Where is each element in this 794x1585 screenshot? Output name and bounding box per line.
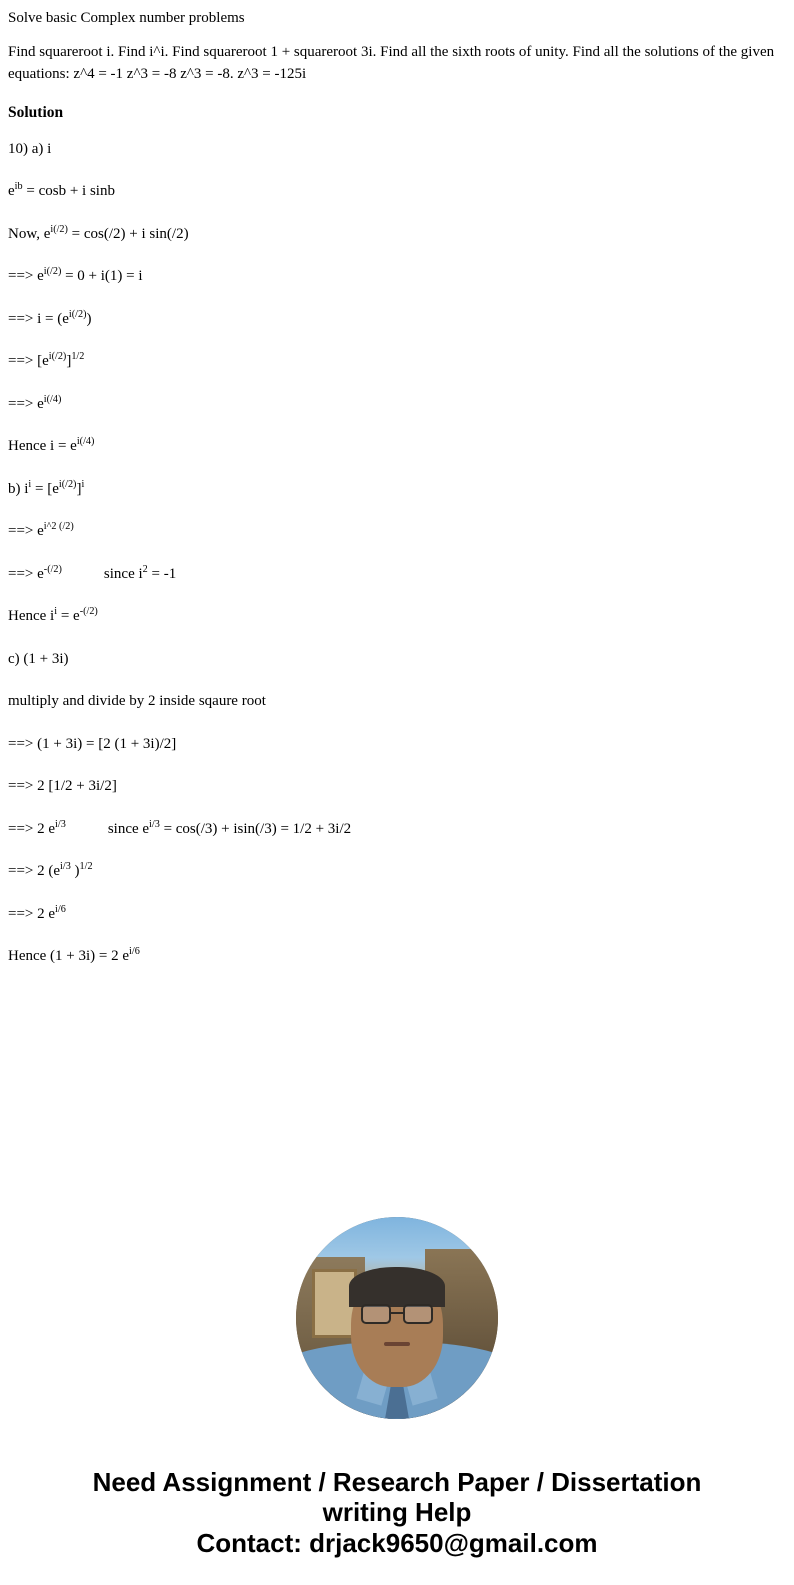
solution-body bbox=[8, 140, 786, 967]
solution-line: Hence (1 + 3i) = 2 $e^{i/6}$ bbox=[8, 946, 140, 965]
solution-line: 10) a) i bbox=[8, 140, 52, 157]
solution-line: Hence $i = e^{i(/4)}$ bbox=[8, 436, 95, 455]
solution-line: ==> (1 + 3i) = [2 (1 + 3i)/2] bbox=[8, 735, 177, 752]
footer-advert bbox=[8, 1467, 786, 1585]
avatar bbox=[296, 1217, 498, 1419]
footer-contact: Contact: drjack9650@gmail.com bbox=[196, 1528, 598, 1559]
solution-line: ==> $e^{i(/2)} = 0 + i(1) = i$ bbox=[8, 266, 143, 285]
solution-line: ==> $[e^{i(/2)}]^{1/2}$ bbox=[8, 351, 85, 370]
solution-line: multiply and divide by 2 inside sqaure root bbox=[8, 693, 266, 710]
photo-glasses-bridge bbox=[391, 1312, 403, 1314]
avatar-container bbox=[8, 1217, 786, 1419]
footer-line-2: writing Help bbox=[322, 1497, 472, 1528]
solution-line: Hence $i^i = e^{-(/2)}$ bbox=[8, 606, 98, 625]
solution-line: ==> $e^{i(/4)}$ bbox=[8, 393, 62, 412]
solution-line: ==> $e^{i\^{}2 (/2)}$ bbox=[8, 521, 74, 540]
photo-glasses-left bbox=[361, 1304, 391, 1324]
solution-line: ==> 2 $e^{i/3}$ since $e^{i/3} = \cos(/3) + isin(/3) = 1/2 + 3i/2$ bbox=[8, 818, 352, 837]
solution-line: ==> $e^{-(/2)}$ since $i^2 = -1$ bbox=[8, 563, 177, 582]
photo-glasses-right bbox=[403, 1304, 433, 1324]
photo-hair bbox=[349, 1267, 445, 1307]
solution-heading: Solution bbox=[8, 103, 64, 121]
photo-mouth bbox=[384, 1342, 410, 1346]
solution-line: c) (1 + 3i) bbox=[8, 650, 69, 667]
solution-line: $e^{ib} = \cos b + i$ sinb bbox=[8, 181, 115, 200]
solution-line: ==> 2 $e^{i/6}$ bbox=[8, 903, 66, 922]
solution-line: b) $i^i = [e^{i(/2)}]^i$ bbox=[8, 478, 85, 497]
question-title: Solve basic Complex number problems bbox=[8, 10, 245, 26]
solution-line: ==> 2 ($e^{i/3}$ )$^{1/2}$ bbox=[8, 861, 93, 880]
footer-line-1: Need Assignment / Research Paper / Dissertation bbox=[92, 1466, 702, 1497]
question-body: Find squareroot i. Find i^i. Find squareroot 1 + squareroot 3i. Find all the sixth roots of unity. Find all the solutions of the given equations: z^4 = -1 z^3 = -8 z^3 = -8. z^3 = -125i bbox=[8, 44, 775, 82]
solution-line: ==> $i = (e^{i(/2)})$ bbox=[8, 308, 92, 327]
solution-line: ==> 2 [1/2 + 3i/2] bbox=[8, 778, 117, 795]
solution-line: Now, $e^{i(/2)} = \cos(/2) + i$ sin(/2) bbox=[8, 223, 189, 242]
